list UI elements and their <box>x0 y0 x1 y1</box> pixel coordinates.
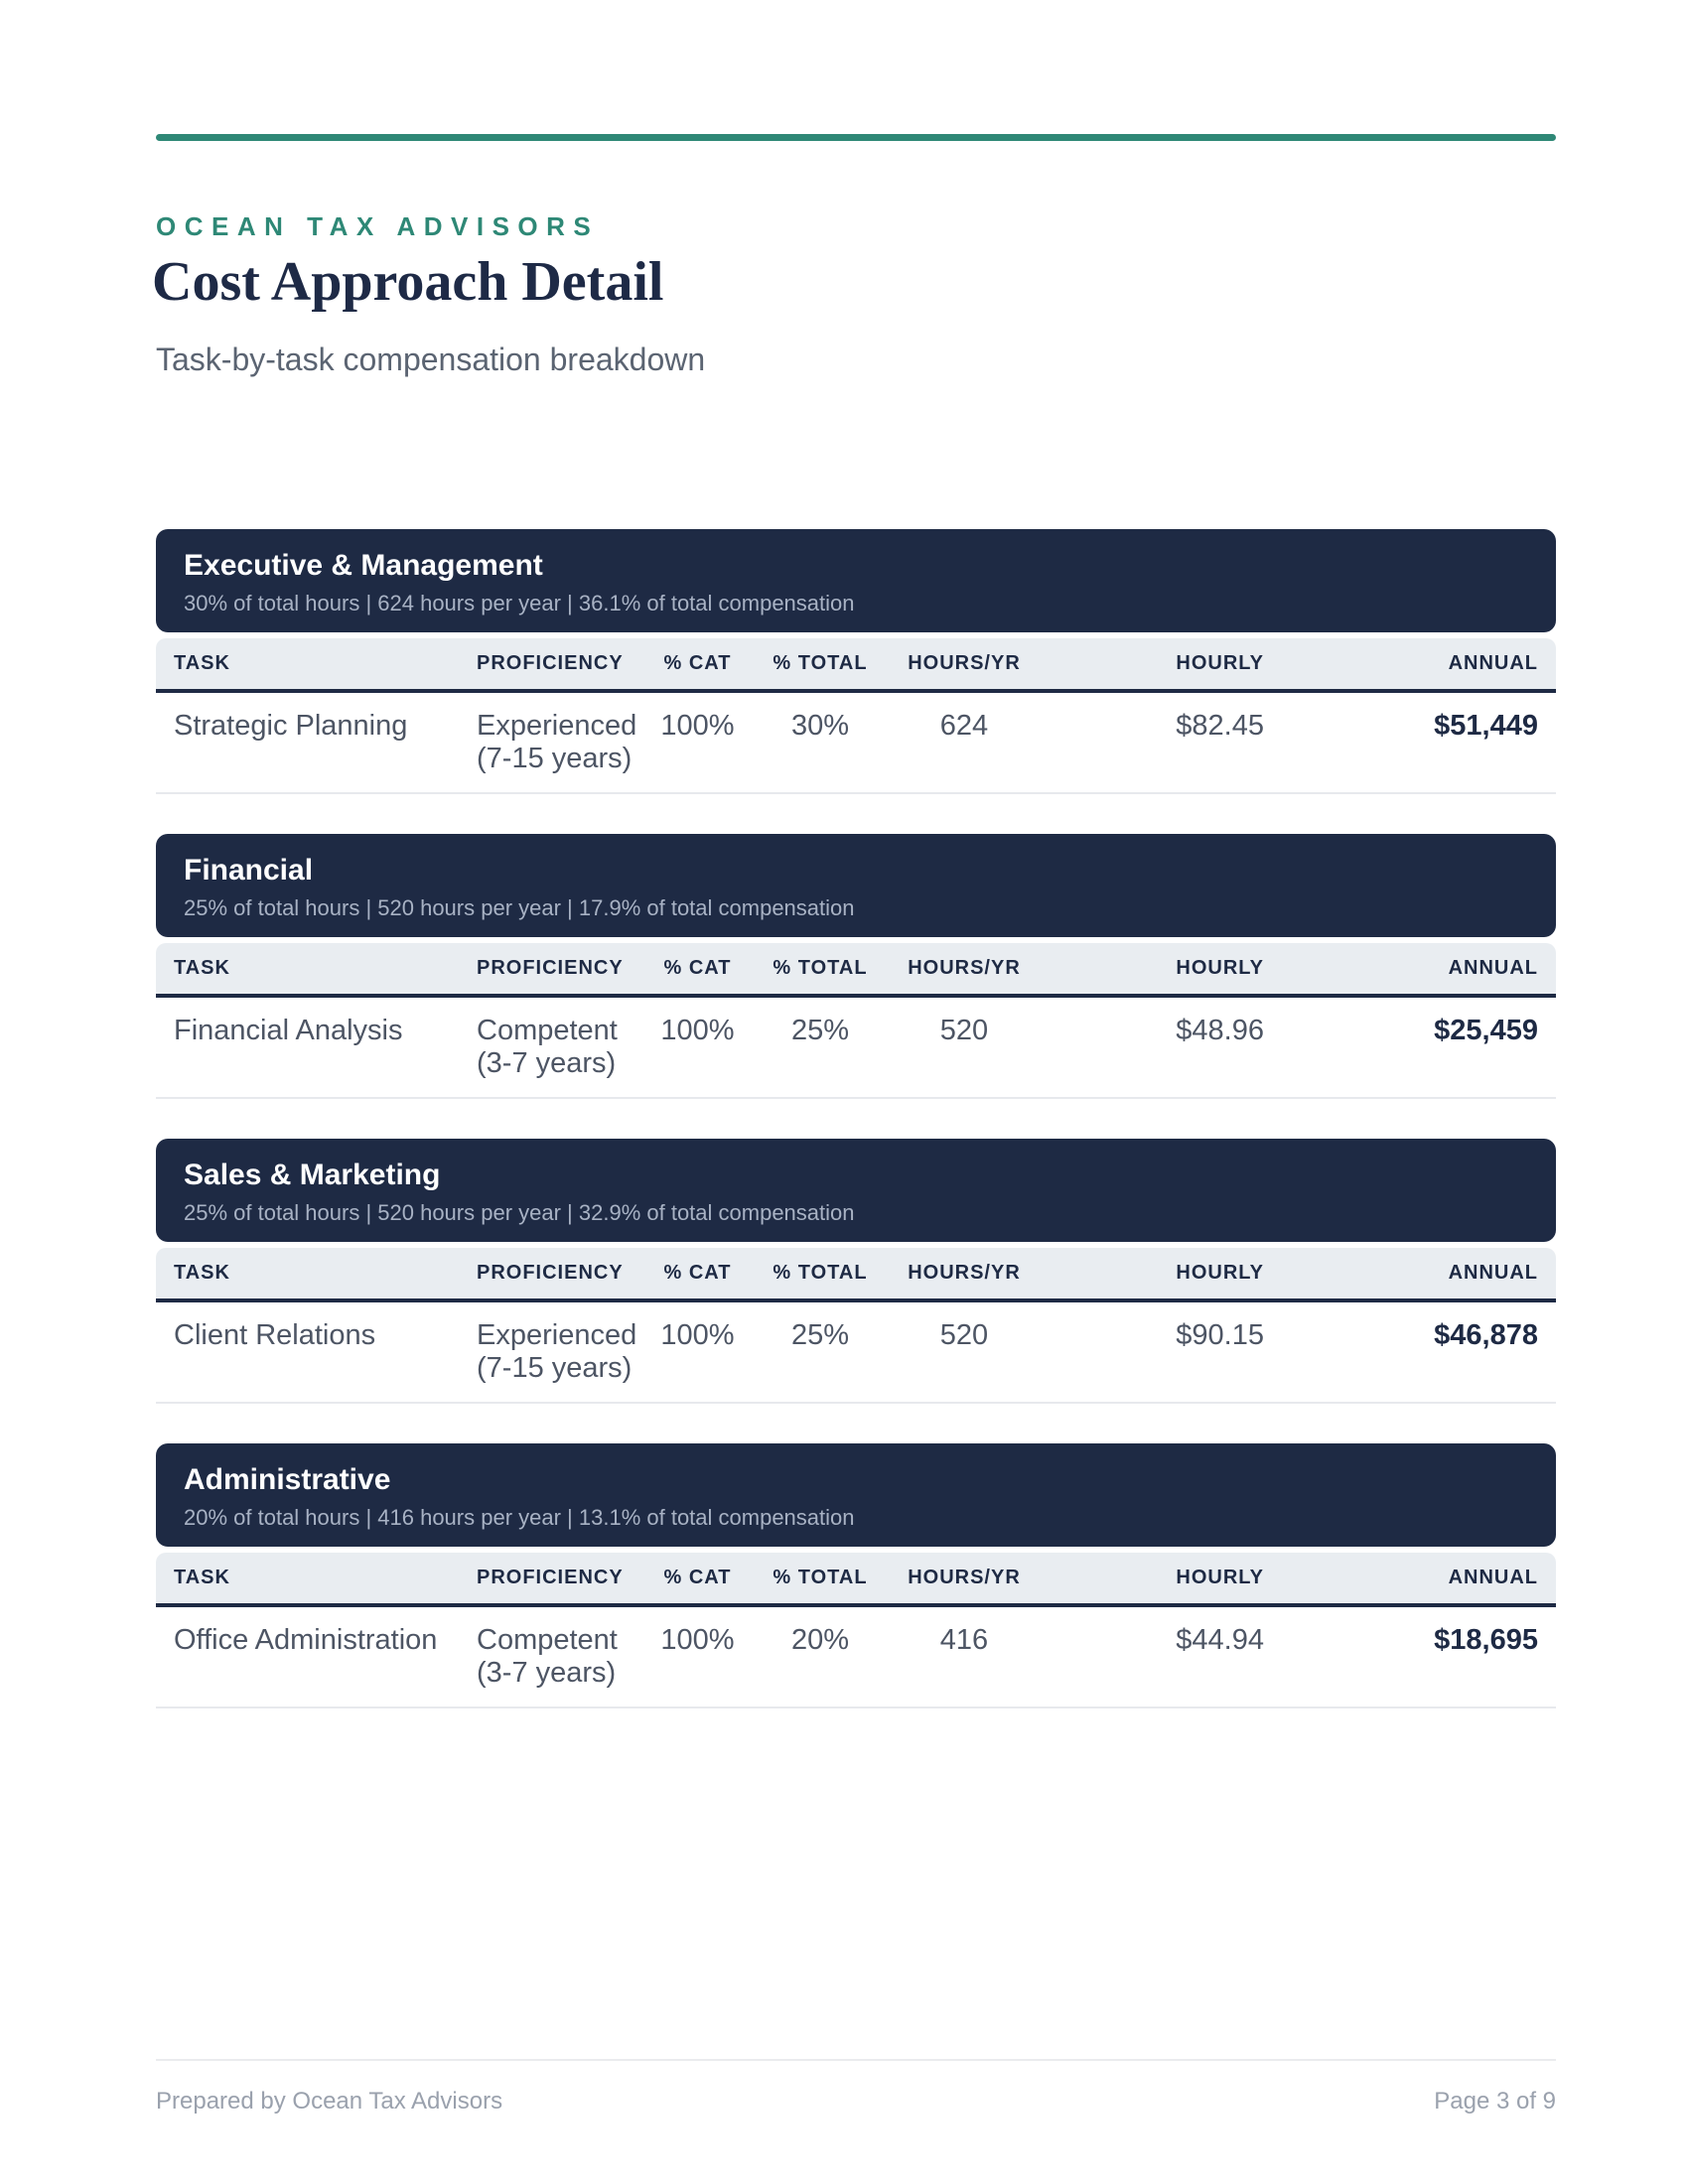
category-meta: 30% of total hours | 624 hours per year | 36.1% of total compensation <box>184 591 855 615</box>
cell-hourly: $44.94 <box>1176 1624 1264 1656</box>
category-header <box>156 834 1556 937</box>
proficiency-level: Competent <box>477 1015 618 1046</box>
category-section-administrative <box>156 1443 1556 1708</box>
proficiency-level: Experienced <box>477 710 637 742</box>
cell-annual: $46,878 <box>1434 1319 1538 1351</box>
category-title: Financial <box>184 854 314 887</box>
column-header-pct-total: % TOTAL <box>773 1262 868 1284</box>
column-header-proficiency: PROFICIENCY <box>477 1262 624 1284</box>
category-sections <box>156 529 1556 1748</box>
category-title: Administrative <box>184 1463 391 1496</box>
column-header-hours-yr: HOURS/YR <box>908 957 1021 979</box>
cell-hourly: $82.45 <box>1176 710 1264 742</box>
category-section-sales-marketing <box>156 1139 1556 1404</box>
cell-pct-cat: 100% <box>660 1015 735 1046</box>
cell-proficiency <box>477 710 645 775</box>
column-header-pct-cat: % CAT <box>663 1567 732 1588</box>
table-header-row <box>156 638 1556 693</box>
column-header-task: TASK <box>174 652 230 674</box>
column-header-pct-cat: % CAT <box>663 957 732 979</box>
column-header-annual: ANNUAL <box>1448 1262 1538 1284</box>
table-header-row <box>156 1553 1556 1607</box>
cell-pct-cat: 100% <box>660 1319 735 1351</box>
category-section-executive-management <box>156 529 1556 794</box>
page-title: Cost Approach Detail <box>152 251 664 313</box>
category-header <box>156 1443 1556 1547</box>
column-header-hours-yr: HOURS/YR <box>908 1262 1021 1284</box>
cell-pct-total: 25% <box>790 1319 850 1351</box>
proficiency-years: (7-15 years) <box>477 1352 633 1384</box>
cell-hours-yr: 520 <box>939 1015 989 1046</box>
column-header-hourly: HOURLY <box>1176 957 1264 979</box>
column-header-task: TASK <box>174 957 230 979</box>
cell-hours-yr: 416 <box>939 1624 989 1656</box>
table-header-row <box>156 1248 1556 1302</box>
table-row <box>156 998 1556 1099</box>
cell-proficiency <box>477 1624 645 1690</box>
column-header-pct-cat: % CAT <box>663 652 732 674</box>
category-header <box>156 1139 1556 1242</box>
column-header-hourly: HOURLY <box>1176 652 1264 674</box>
cell-pct-total: 25% <box>790 1015 850 1046</box>
table-row <box>156 693 1556 794</box>
column-header-hourly: HOURLY <box>1176 1567 1264 1588</box>
cell-annual: $18,695 <box>1434 1624 1538 1656</box>
proficiency-years: (3-7 years) <box>477 1657 617 1689</box>
proficiency-years: (7-15 years) <box>477 743 633 774</box>
column-header-pct-total: % TOTAL <box>773 1567 868 1588</box>
footer-page-number: Page 3 of 9 <box>1434 2088 1556 2115</box>
cell-task: Strategic Planning <box>174 710 408 742</box>
cell-proficiency <box>477 1319 645 1385</box>
page-footer <box>156 2059 1556 2116</box>
column-header-task: TASK <box>174 1567 230 1588</box>
table-row <box>156 1302 1556 1404</box>
column-header-hours-yr: HOURS/YR <box>908 1567 1021 1588</box>
column-header-hourly: HOURLY <box>1176 1262 1264 1284</box>
page-subtitle: Task-by-task compensation breakdown <box>156 341 706 377</box>
category-title: Executive & Management <box>184 549 543 582</box>
category-meta: 25% of total hours | 520 hours per year | 17.9% of total compensation <box>184 895 855 920</box>
column-header-pct-total: % TOTAL <box>773 957 868 979</box>
cell-hours-yr: 520 <box>939 1319 989 1351</box>
cell-hours-yr: 624 <box>939 710 989 742</box>
brand-eyebrow: OCEAN TAX ADVISORS <box>156 211 600 241</box>
cell-task: Office Administration <box>174 1624 438 1656</box>
cell-proficiency <box>477 1015 645 1080</box>
column-header-proficiency: PROFICIENCY <box>477 957 624 979</box>
cell-hourly: $90.15 <box>1176 1319 1264 1351</box>
cell-annual: $25,459 <box>1434 1015 1538 1046</box>
footer-prepared-by: Prepared by Ocean Tax Advisors <box>156 2088 503 2115</box>
table-row <box>156 1607 1556 1708</box>
cell-pct-cat: 100% <box>660 710 735 742</box>
top-accent-rule <box>156 134 1556 141</box>
cell-task: Financial Analysis <box>174 1015 403 1046</box>
column-header-pct-cat: % CAT <box>663 1262 732 1284</box>
column-header-proficiency: PROFICIENCY <box>477 1567 624 1588</box>
cell-pct-total: 30% <box>790 710 850 742</box>
column-header-annual: ANNUAL <box>1448 1567 1538 1588</box>
cell-hourly: $48.96 <box>1176 1015 1264 1046</box>
column-header-task: TASK <box>174 1262 230 1284</box>
column-header-proficiency: PROFICIENCY <box>477 652 624 674</box>
category-meta: 25% of total hours | 520 hours per year | 32.9% of total compensation <box>184 1200 855 1225</box>
column-header-annual: ANNUAL <box>1448 957 1538 979</box>
proficiency-level: Experienced <box>477 1319 637 1351</box>
cell-pct-cat: 100% <box>660 1624 735 1656</box>
table-header-row <box>156 943 1556 998</box>
column-header-hours-yr: HOURS/YR <box>908 652 1021 674</box>
cell-annual: $51,449 <box>1434 710 1538 742</box>
column-header-pct-total: % TOTAL <box>773 652 868 674</box>
category-section-financial <box>156 834 1556 1099</box>
cell-task: Client Relations <box>174 1319 376 1351</box>
proficiency-years: (3-7 years) <box>477 1047 617 1079</box>
category-header <box>156 529 1556 632</box>
column-header-annual: ANNUAL <box>1448 652 1538 674</box>
category-meta: 20% of total hours | 416 hours per year | 13.1% of total compensation <box>184 1505 855 1530</box>
cell-pct-total: 20% <box>790 1624 850 1656</box>
proficiency-level: Competent <box>477 1624 618 1656</box>
category-title: Sales & Marketing <box>184 1159 441 1191</box>
